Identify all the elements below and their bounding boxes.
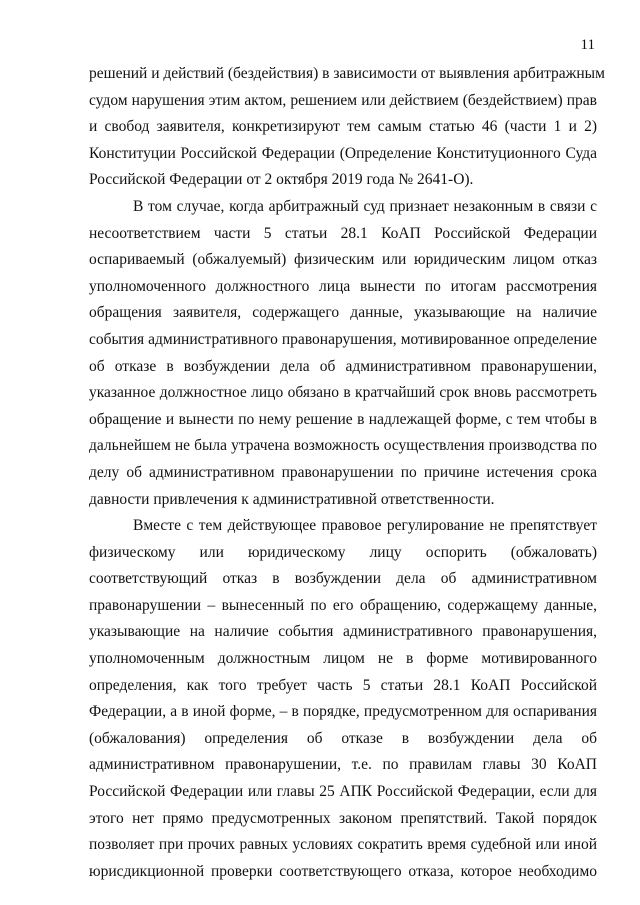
text-line: Вместе с тем действующее правовое регулирование не препятствует	[133, 517, 597, 535]
text-line: (обжалования) определения об отказе в возбуждении дела об	[89, 729, 597, 747]
text-line: указывающие на наличие события административного правонарушения,	[89, 623, 597, 641]
text-line: несоответствием части 5 статьи 28.1 КоАП Российской Федерации	[89, 224, 597, 242]
text-line: уполномоченным должностным лицом не в форме мотивированного	[89, 650, 597, 668]
text-line: оспариваемый (обжалуемый) физическим или юридическим лицом отказ	[89, 251, 597, 269]
text-line: судом нарушения этим актом, решением или действием (бездействием) прав	[89, 91, 597, 109]
paragraph	[89, 61, 605, 194]
text-line: дальнейшем не была утрачена возможность осуществления производства по	[89, 437, 597, 455]
text-line: соответствующий отказ в возбуждении дела об административном	[89, 570, 597, 588]
text-line: физическому или юридическому лицу оспорить (обжаловать)	[89, 543, 597, 561]
text-line: правонарушении – вынесенный по его обращению, содержащему данные,	[89, 596, 597, 614]
text-line: делу об административном правонарушении по причине истечения срока	[89, 463, 597, 481]
text-line: административном правонарушении, т.е. по правилам главы 30 КоАП	[89, 756, 597, 774]
text-line: события административного правонарушения, мотивированное определение	[89, 330, 597, 348]
text-line: юрисдикционной проверки соответствующего отказа, которое необходимо	[89, 862, 597, 880]
text-line: обращения заявителя, содержащего данные, указывающие на наличие	[89, 304, 597, 322]
text-line: уполномоченного должностного лица вынести по итогам рассмотрения	[89, 277, 597, 295]
text-line: обращение и вынести по нему решение в надлежащей форме, с тем чтобы в	[89, 410, 597, 428]
page-number: 11	[580, 37, 595, 53]
text-line: Федерации, а в иной форме, – в порядке, предусмотренном для оспаривания	[89, 703, 597, 721]
text-line: решений и действий (бездействия) в зависимости от выявления арбитражным	[89, 65, 605, 82]
text-line: об отказе в возбуждении дела об административном правонарушении,	[89, 357, 597, 375]
text-line: позволяет при прочих равных условиях сократить время судебной или иной	[89, 836, 597, 854]
text-line: Конституции Российской Федерации (Определение Конституционного Суда	[89, 144, 597, 162]
text-line: давности привлечения к административной ответственности.	[89, 490, 495, 508]
text-line: Российской Федерации от 2 октября 2019 года № 2641-О).	[89, 171, 474, 189]
text-line: и свобод заявителя, конкретизируют тем самым статью 46 (части 1 и 2)	[89, 118, 597, 136]
text-line: этого нет прямо предусмотренных законом препятствий. Такой порядок	[89, 809, 597, 827]
body-text	[89, 61, 605, 885]
text-line: определения, как того требует часть 5 статьи 28.1 КоАП Российской	[89, 676, 597, 694]
paragraph	[89, 194, 597, 513]
text-line: указанное должностное лицо обязано в кратчайший срок вновь рассмотреть	[89, 384, 597, 402]
text-line: В том случае, когда арбитражный суд признает незаконным в связи с	[133, 197, 597, 215]
paragraph	[89, 513, 597, 885]
text-line: Российской Федерации или главы 25 АПК Российской Федерации, если для	[89, 783, 597, 801]
